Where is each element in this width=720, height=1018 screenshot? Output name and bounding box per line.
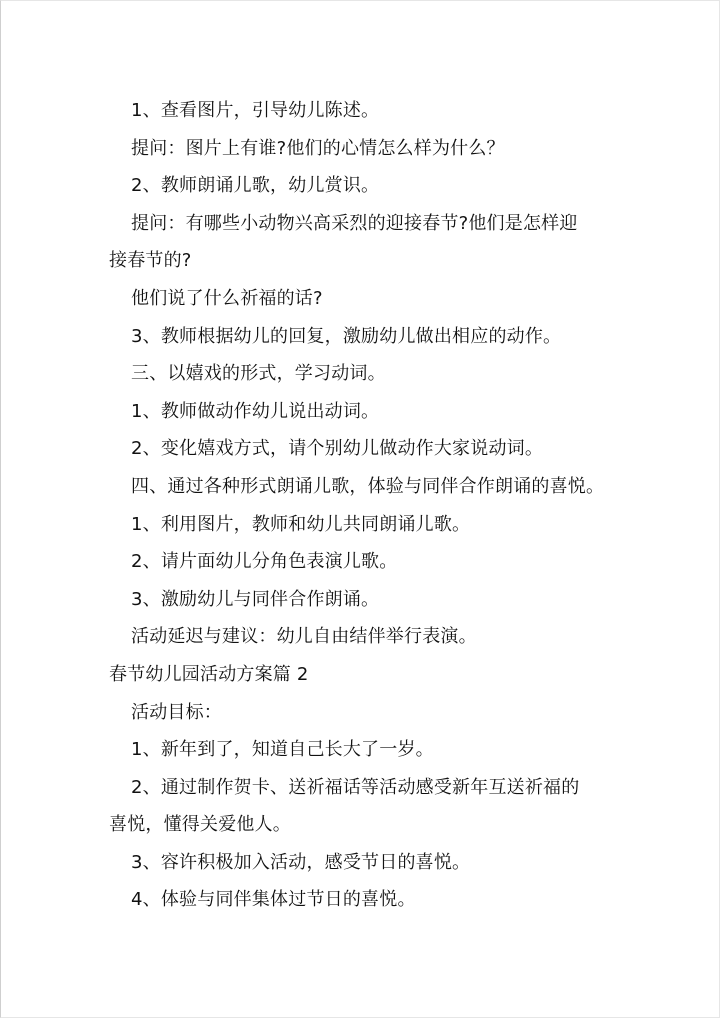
text-line: 他们说了什么祈福的话? [131,287,323,309]
text-line: 喜悦，懂得关爱他人。 [109,814,291,836]
text-line: 2、变化嬉戏方式，请个别幼儿做动作大家说动词。 [131,438,544,460]
text-line: 3、容许积极加入活动，感受节日的喜悦。 [131,851,471,873]
text-line: 2、通过制作贺卡、送祈福话等活动感受新年互送祈福的 [131,776,580,798]
document-body [109,92,614,919]
document-heading: 春节幼儿园活动方案篇 2 [109,663,309,685]
text-line: 1、教师做动作幼儿说出动词。 [131,400,380,422]
text-line: 2、请片面幼儿分角色表演儿歌。 [131,551,398,573]
text-line: 4、体验与同伴集体过节日的喜悦。 [131,889,416,911]
text-line: 1、查看图片，引导幼儿陈述。 [131,100,380,121]
text-line: 1、利用图片，教师和幼儿共同朗诵儿歌。 [131,513,471,535]
section-heading: 四、通过各种形式朗诵儿歌，体验与同伴合作朗诵的喜悦。 [131,475,605,497]
section-heading: 三、以嬉戏的形式，学习动词。 [131,363,386,385]
text-line: 接春节的? [109,250,192,272]
section-heading: 活动目标： [131,701,222,723]
text-line: 提问：图片上有谁?他们的心情怎么样为什么？ [131,137,505,159]
text-line: 3、激励幼儿与同伴合作朗诵。 [131,588,380,610]
text-line: 2、教师朗诵儿歌，幼儿赏识。 [131,175,380,197]
text-line: 1、新年到了，知道自己长大了一岁。 [131,739,434,761]
text-line: 活动延迟与建议：幼儿自由结伴举行表演。 [131,626,477,648]
text-line: 3、教师根据幼儿的回复，激励幼儿做出相应的动作。 [131,325,562,347]
text-line: 提问：有哪些小动物兴高采烈的迎接春节?他们是怎样迎 [131,212,578,234]
